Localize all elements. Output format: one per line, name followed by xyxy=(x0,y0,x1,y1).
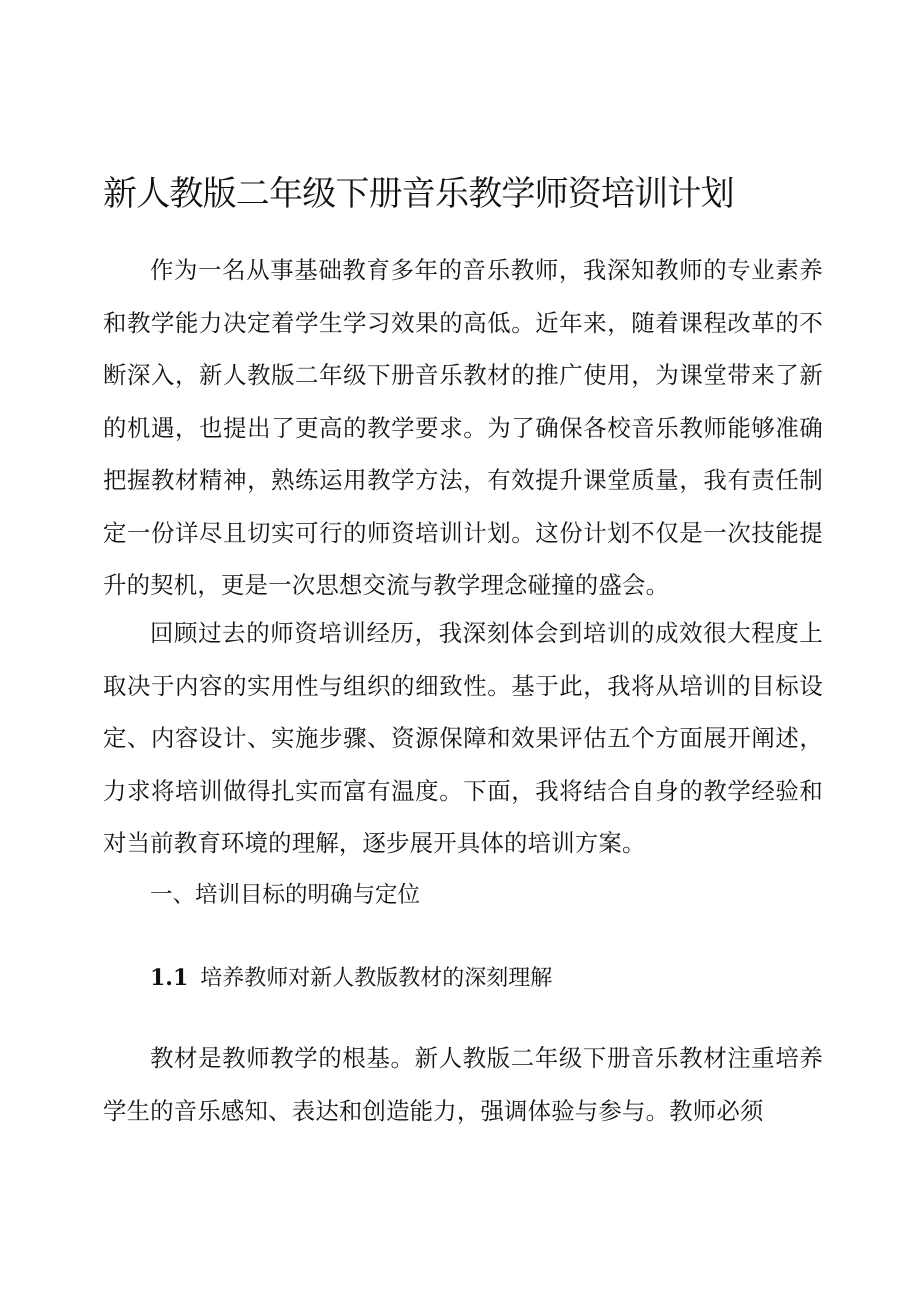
subsection-title: 培养教师对新人教版教材的深刻理解 xyxy=(200,966,553,991)
section-heading: 一、培训目标的明确与定位 xyxy=(150,882,421,908)
review-paragraph: 回顾过去的师资培训经历，我深刻体会到培训的成效很大程度上取决于内容的实用性与组织的细致性。基于此，我将从培训的目标设定、内容设计、实施步骤、资源保障和效果评估五个方面展开阐述，力求将培训做得扎实而富有温度。下面，我将结合自身的教学经验和对当前教育环境的理解，逐步展开具体的培训方案。 xyxy=(103,619,823,857)
subsection-number: 1.1 xyxy=(150,965,189,991)
intro-paragraph: 作为一名从事基础教育多年的音乐教师，我深知教师的专业素养和教学能力决定着学生学习效果的高低。近年来，随着课程改革的不断深入，新人教版二年级下册音乐教材的推广使用，为课堂带来了新的机遇，也提出了更高的教学要求。为了确保各校音乐教师能够准确把握教材精神，熟练运用教学方法，有效提升课堂质量，我有责任制定一份详尽且切实可行的师资培训计划。这份计划不仅是一次技能提升的契机，更是一次思想交流与教学理念碰撞的盛会。 xyxy=(103,256,823,599)
body-paragraph: 教材是教师教学的根基。新人教版二年级下册音乐教材注重培养学生的音乐感知、表达和创造能力，强调体验与参与。教师必须 xyxy=(103,1044,823,1125)
subsection-heading xyxy=(150,958,552,999)
document-title: 新人教版二年级下册音乐教学师资培训计划 xyxy=(103,174,734,214)
